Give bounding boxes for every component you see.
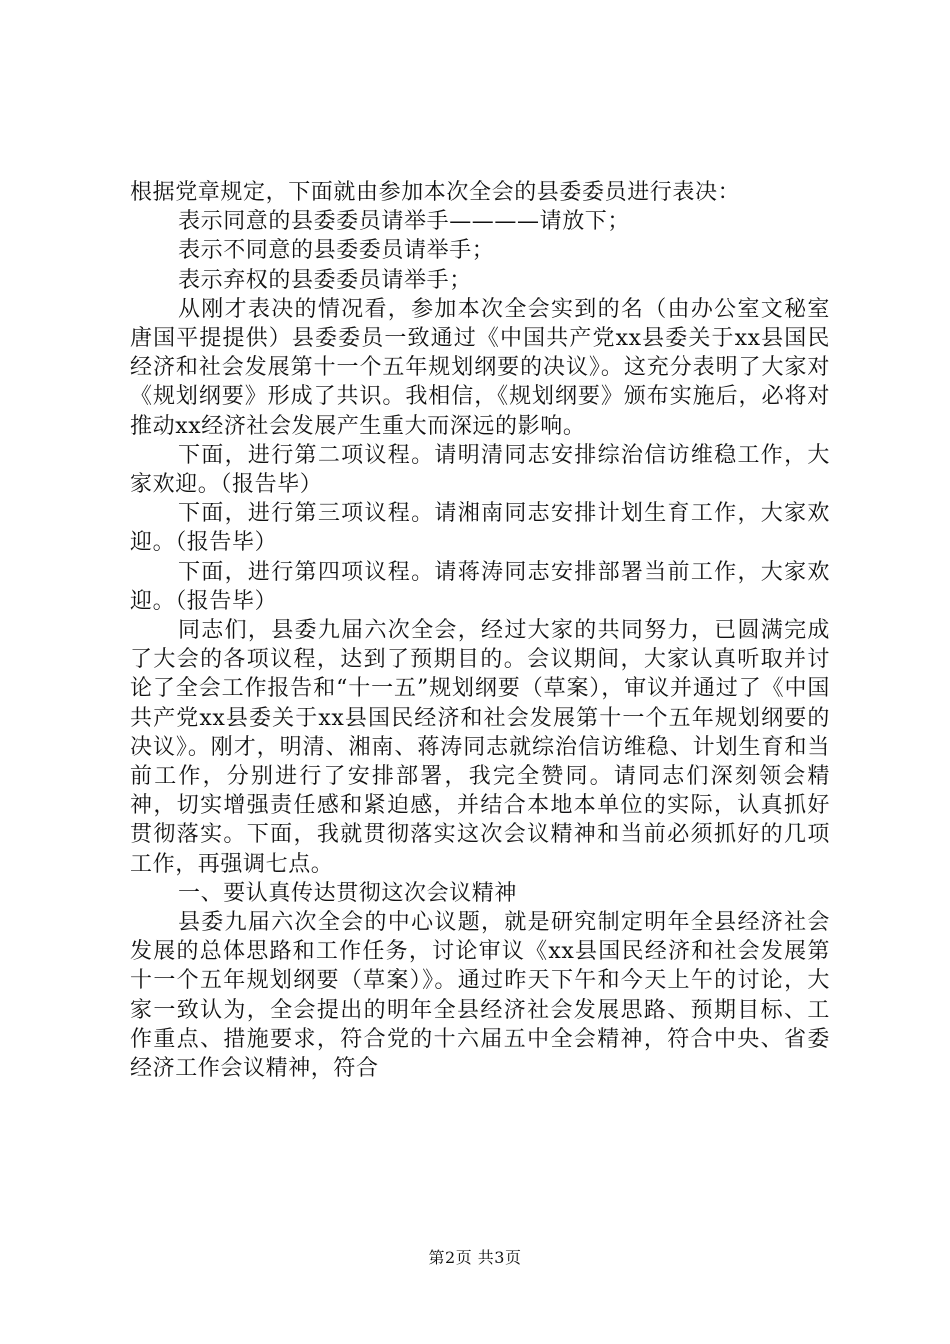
paragraph: 一、要认真传达贯彻这次会议精神 (178, 880, 518, 906)
paragraph: 下面，进行第三项议程。请湘南同志安排计划生育工作，大家欢迎。（报告毕） (130, 501, 830, 556)
paragraph: 下面，进行第二项议程。请明清同志安排综治信访维稳工作，大家欢迎。（报告毕） (130, 442, 830, 498)
paragraph: 表示同意的县委委员请举手————请放下； (178, 209, 631, 235)
paragraph: 表示不同意的县委委员请举手； (178, 238, 495, 264)
paragraph: 下面，进行第四项议程。请蒋涛同志安排部署当前工作，大家欢迎。（报告毕） (130, 559, 830, 614)
paragraph: 表示弃权的县委委员请举手； (178, 267, 472, 293)
document-body (130, 178, 830, 1083)
paragraph: 从刚才表决的情况看，参加本次全会实到的名（由办公室文秘室唐国平提提供）县委委员一致通过《中国共产党xx县委关于xx县国民经济和社会发展第十一个五年规划纲要的决议》。这充分表明了大家对《规划纲要》形成了共识。我相信，《规划纲要》颁布实施后，必将对推动xx经济社会发展产生重大而深远的影响。 (130, 296, 830, 439)
paragraph: 根据党章规定，下面就由参加本次全会的县委委员进行表决： (130, 180, 741, 205)
page-footer: 第2页 共3页 (428, 1248, 522, 1267)
paragraph: 县委九届六次全会的中心议题，就是研究制定明年全县经济社会发展的总体思路和工作任务，讨论审议《xx县国民经济和社会发展第十一个五年规划纲要（草案）》。通过昨天下午和今天上午的讨论，大家一致认为，全会提出的明年全县经济社会发展思路、预期目标、工作重点、措施要求，符合党的十六届五中全会精神，符合中央、省委经济工作会议精神，符合 (130, 910, 830, 1082)
paragraph: 同志们，县委九届六次全会，经过大家的共同努力，已圆满完成了大会的各项议程，达到了预期目的。会议期间，大家认真听取并讨论了全会工作报告和“十一五”规划纲要（草案），审议并通过了《中国共产党xx县委关于xx县国民经济和社会发展第十一个五年规划纲要的决议》。刚才，明清、湘南、蒋涛同志就综治信访维稳、计划生育和当前工作，分别进行了安排部署，我完全赞同。请同志们深刻领会精神，切实增强责任感和紧迫感，并结合本地本单位的实际，认真抓好贯彻落实。下面，我就贯彻落实这次会议精神和当前必须抓好的几项工作，再强调七点。 (130, 618, 830, 877)
